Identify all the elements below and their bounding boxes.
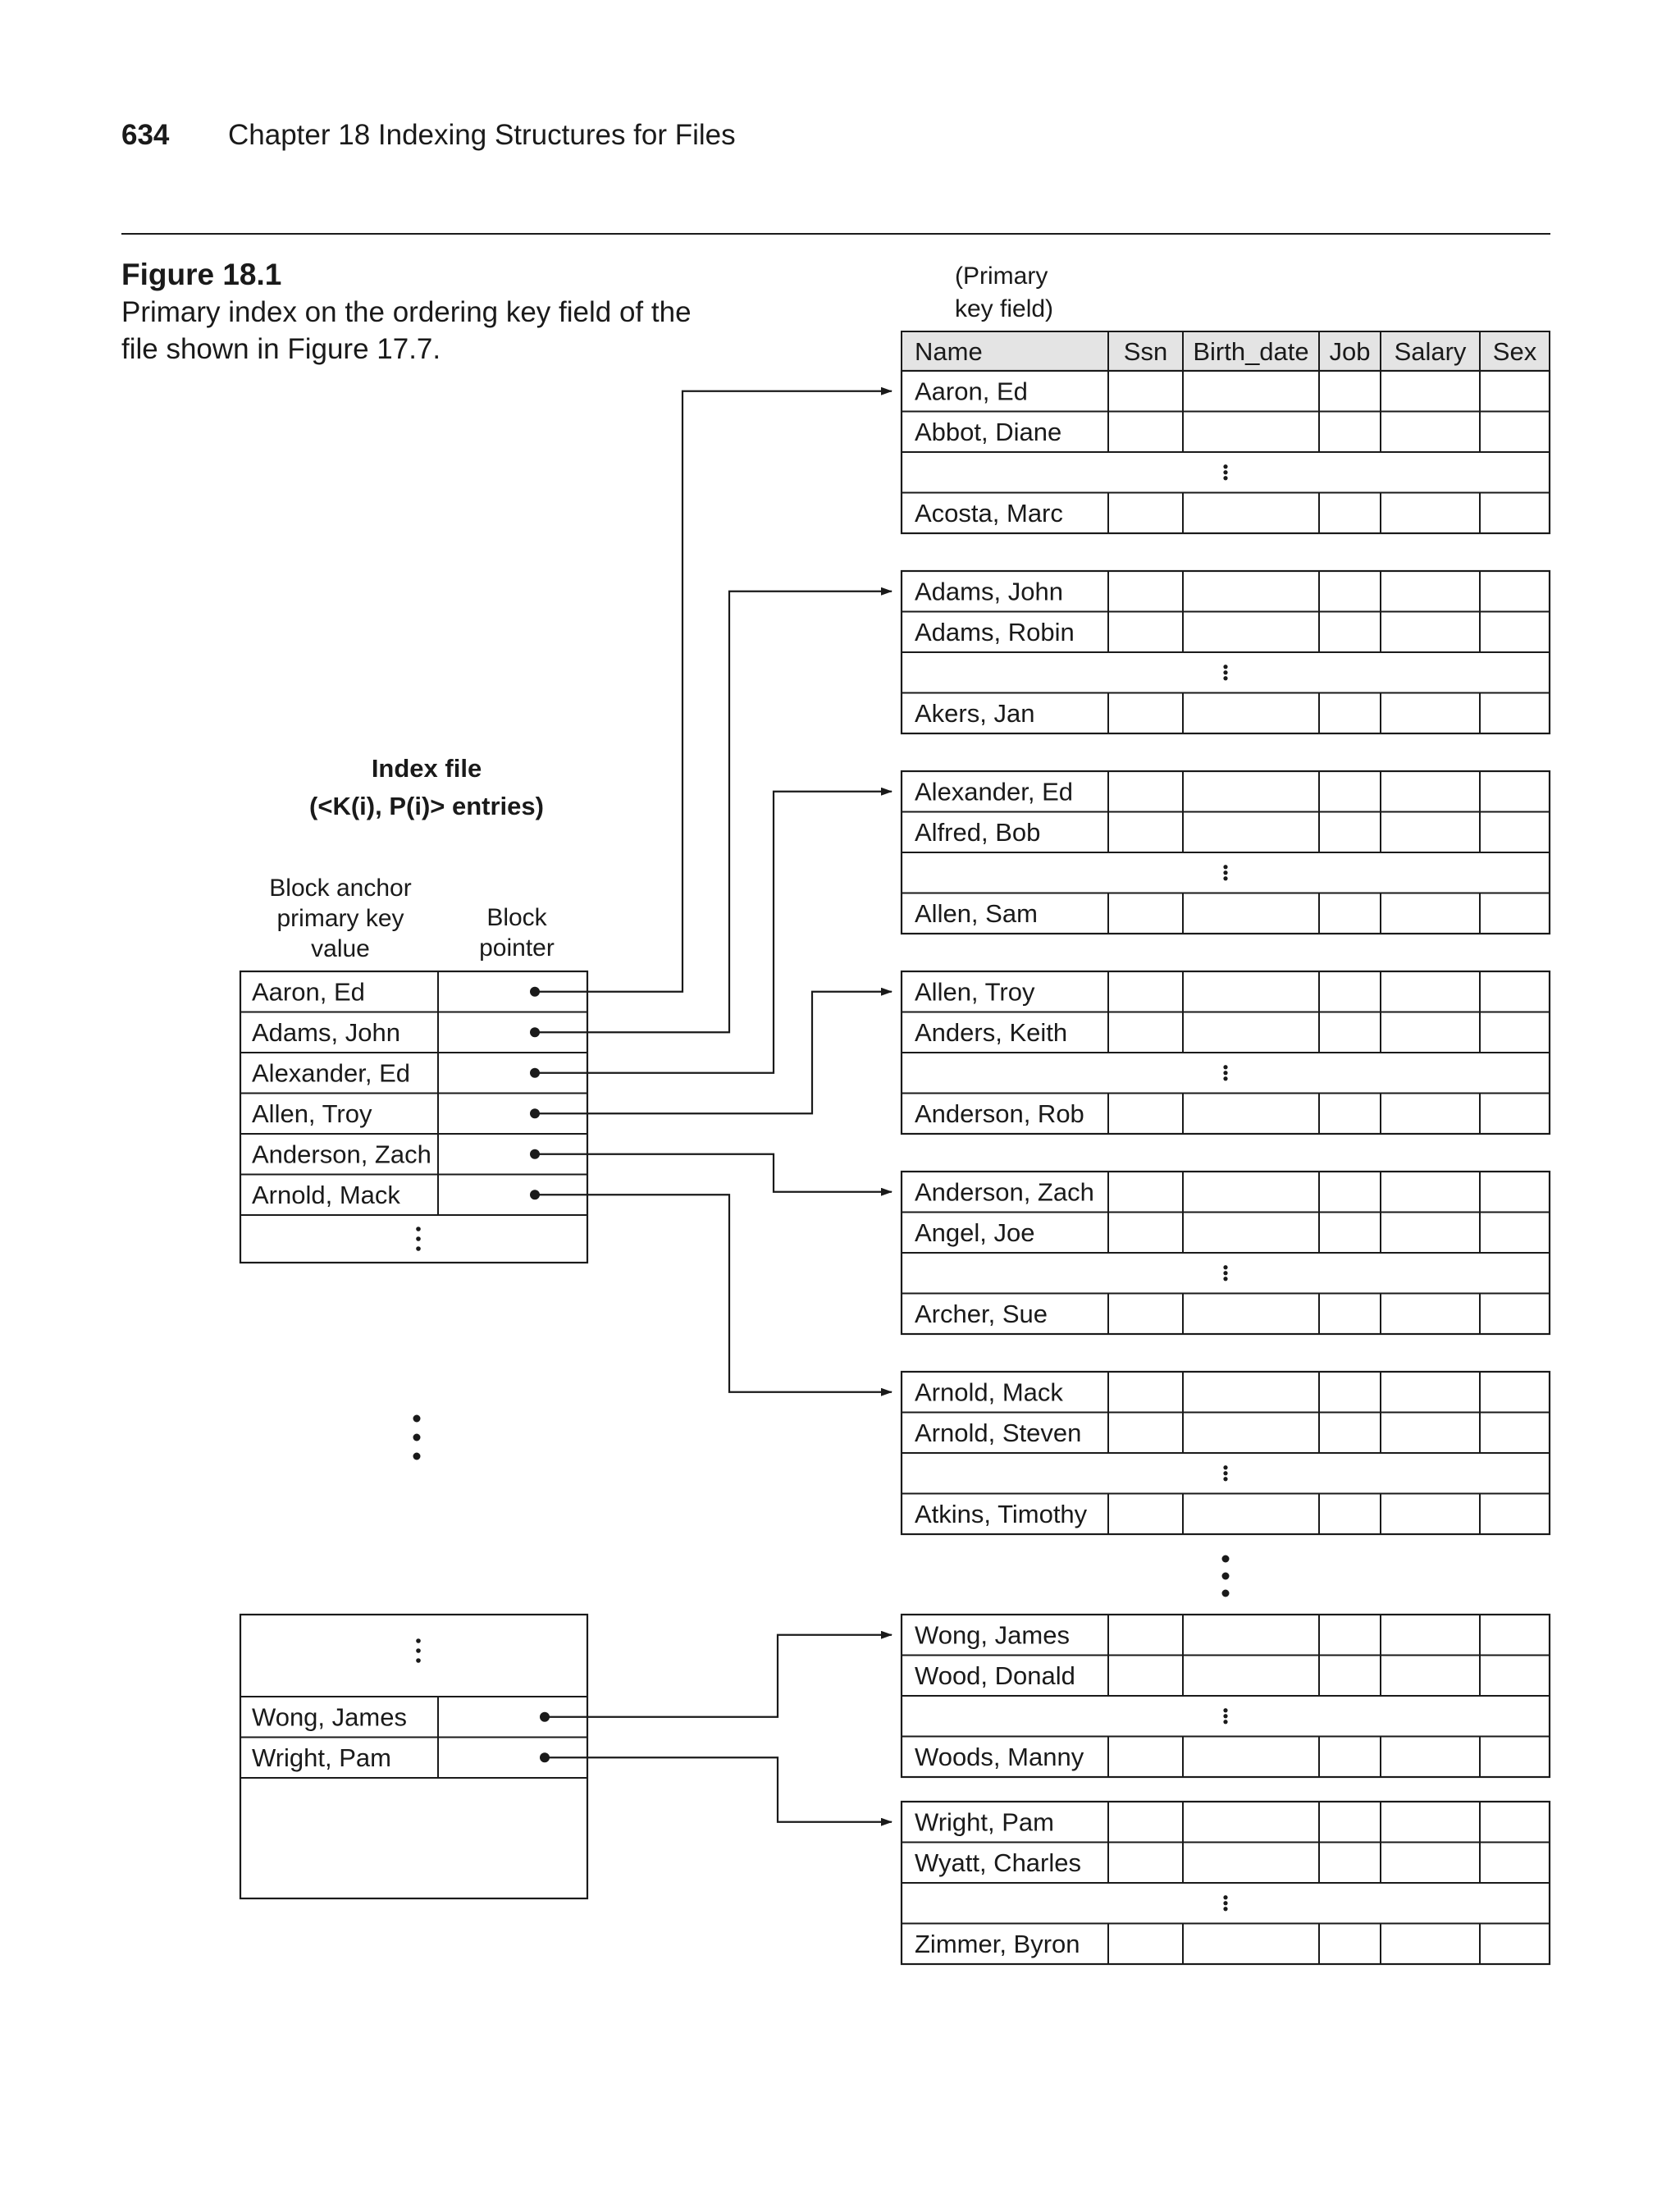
data-record-name: Wright, Pam	[915, 1807, 1054, 1837]
data-record-name: Adams, John	[915, 577, 1063, 606]
block-ellipsis	[1223, 665, 1227, 680]
data-block	[902, 771, 1550, 934]
ellipsis-dot	[1223, 1265, 1227, 1269]
block-pointer-arrow	[535, 792, 892, 1073]
block-pointer-arrow	[545, 1635, 892, 1717]
block-ellipsis	[1223, 1065, 1227, 1080]
index-entry-key: Anderson, Zach	[252, 1140, 431, 1169]
data-record-name: Akers, Jan	[915, 699, 1035, 728]
data-record-name: Arnold, Steven	[915, 1419, 1082, 1447]
ellipsis-dot	[1223, 464, 1227, 468]
index-key-column-header: value	[311, 935, 370, 962]
data-block	[902, 971, 1550, 1134]
block-pointer-arrow	[535, 992, 892, 1114]
ellipsis-dot	[1223, 1907, 1227, 1911]
index-pointer-column-header: pointer	[479, 934, 555, 962]
ellipsis-dot	[1223, 676, 1227, 680]
ellipsis-dot	[1223, 1708, 1227, 1712]
block-pointer-arrow	[545, 1757, 892, 1822]
ellipsis-dot	[1223, 476, 1227, 480]
data-file-gap-ellipsis	[1222, 1556, 1230, 1597]
chapter-title: Chapter 18 Indexing Structures for Files	[228, 119, 736, 151]
data-record-name: Woods, Manny	[915, 1743, 1084, 1771]
ellipsis-dot	[1223, 1477, 1227, 1481]
data-record-name: Arnold, Mack	[915, 1377, 1063, 1407]
data-record-name: Anderson, Rob	[915, 1099, 1084, 1128]
column-header-ssn: Ssn	[1123, 337, 1168, 366]
ellipsis-dot	[1222, 1590, 1230, 1597]
data-block	[902, 1615, 1550, 1777]
data-record-name: Aaron, Ed	[915, 377, 1028, 406]
block-ellipsis	[1223, 1265, 1227, 1281]
index-entry-key: Aaron, Ed	[252, 977, 365, 1007]
ellipsis-dot	[1223, 665, 1227, 669]
index-gap-ellipsis	[413, 1415, 421, 1460]
data-record-name: Abbot, Diane	[915, 418, 1062, 446]
index-entry-key: Allen, Troy	[252, 1099, 372, 1128]
figure-label: Figure 18.1	[121, 258, 282, 291]
ellipsis-dot	[1223, 1071, 1227, 1075]
ellipsis-dot	[1223, 1471, 1227, 1475]
data-block	[902, 1172, 1550, 1334]
ellipsis-dot	[1223, 1901, 1227, 1905]
ellipsis-dot	[1223, 670, 1227, 674]
data-record-name: Archer, Sue	[915, 1300, 1048, 1328]
column-header-sex: Sex	[1492, 337, 1537, 366]
index-file-subtitle: (<K(i), P(i)> entries)	[309, 792, 544, 820]
ellipsis-dot	[1223, 1895, 1227, 1899]
index-key-column-header: primary key	[276, 905, 404, 932]
data-record-name: Allen, Sam	[915, 899, 1038, 928]
ellipsis-dot	[1223, 1465, 1227, 1469]
block-pointer-arrow	[535, 1154, 892, 1192]
data-record-name: Zimmer, Byron	[915, 1930, 1080, 1958]
ellipsis-dot	[1223, 865, 1227, 869]
index-preceding-entries-ellipsis	[416, 1638, 421, 1663]
block-ellipsis	[1223, 1895, 1227, 1911]
data-record-name: Anders, Keith	[915, 1018, 1068, 1047]
ellipsis-dot	[1223, 876, 1227, 880]
block-ellipsis	[1223, 865, 1227, 880]
ellipsis-dot	[1223, 870, 1227, 875]
column-header-name: Name	[915, 337, 983, 366]
data-block	[902, 571, 1550, 733]
index-file-title: Index file	[371, 754, 482, 783]
ellipsis-dot	[1222, 1556, 1230, 1563]
data-record-name: Alexander, Ed	[915, 777, 1074, 806]
index-pointer-column-header: Block	[486, 904, 547, 931]
data-record-name: Wyatt, Charles	[915, 1848, 1081, 1877]
index-key-column-header: Block anchor	[269, 875, 412, 902]
figure-caption: Primary index on the ordering key field of the file shown in Figure 17.7.	[121, 296, 692, 365]
ellipsis-dot	[416, 1648, 421, 1653]
page-number: 634	[121, 119, 170, 151]
primary-key-label: key field)	[955, 295, 1054, 322]
index-entry-key: Arnold, Mack	[252, 1181, 400, 1209]
block-ellipsis	[1223, 1465, 1227, 1481]
data-record-name: Wong, James	[915, 1620, 1070, 1650]
primary-key-label: (Primary	[955, 263, 1048, 290]
ellipsis-dot	[1223, 1277, 1227, 1281]
ellipsis-dot	[1223, 1065, 1227, 1069]
data-record-name: Acosta, Marc	[915, 499, 1063, 528]
index-entry-key: Alexander, Ed	[252, 1058, 411, 1088]
column-header-birth_date: Birth_date	[1193, 337, 1309, 366]
index-entry-key: Wong, James	[252, 1702, 407, 1732]
index-more-entries-ellipsis	[416, 1227, 421, 1251]
ellipsis-dot	[416, 1658, 421, 1663]
ellipsis-dot	[1223, 1714, 1227, 1718]
block-ellipsis	[1223, 1708, 1227, 1724]
ellipsis-dot	[416, 1236, 421, 1241]
data-record-name: Alfred, Bob	[915, 818, 1041, 847]
block-pointer-arrow	[535, 592, 892, 1033]
column-header-salary: Salary	[1394, 337, 1467, 366]
block-pointer-arrow	[535, 1195, 892, 1392]
column-header-job: Job	[1329, 337, 1371, 366]
data-block	[902, 371, 1550, 533]
ellipsis-dot	[416, 1246, 421, 1251]
data-block	[902, 1802, 1550, 1964]
ellipsis-dot	[413, 1453, 421, 1460]
ellipsis-dot	[416, 1638, 421, 1643]
data-record-name: Allen, Troy	[915, 977, 1035, 1007]
ellipsis-dot	[1223, 1076, 1227, 1080]
ellipsis-dot	[1223, 1720, 1227, 1724]
data-record-name: Atkins, Timothy	[915, 1500, 1088, 1528]
block-pointer-arrow	[535, 391, 892, 992]
data-record-name: Wood, Donald	[915, 1661, 1075, 1690]
ellipsis-dot	[1223, 1271, 1227, 1275]
ellipsis-dot	[416, 1227, 421, 1231]
index-entry-key: Adams, John	[252, 1018, 400, 1047]
ellipsis-dot	[1222, 1573, 1230, 1580]
ellipsis-dot	[413, 1415, 421, 1423]
ellipsis-dot	[1223, 470, 1227, 474]
data-record-name: Angel, Joe	[915, 1218, 1035, 1247]
data-record-name: Adams, Robin	[915, 618, 1075, 646]
block-ellipsis	[1223, 464, 1227, 480]
index-entry-key: Wright, Pam	[252, 1743, 391, 1772]
ellipsis-dot	[413, 1434, 421, 1441]
data-block	[902, 1372, 1550, 1534]
data-record-name: Anderson, Zach	[915, 1177, 1094, 1207]
